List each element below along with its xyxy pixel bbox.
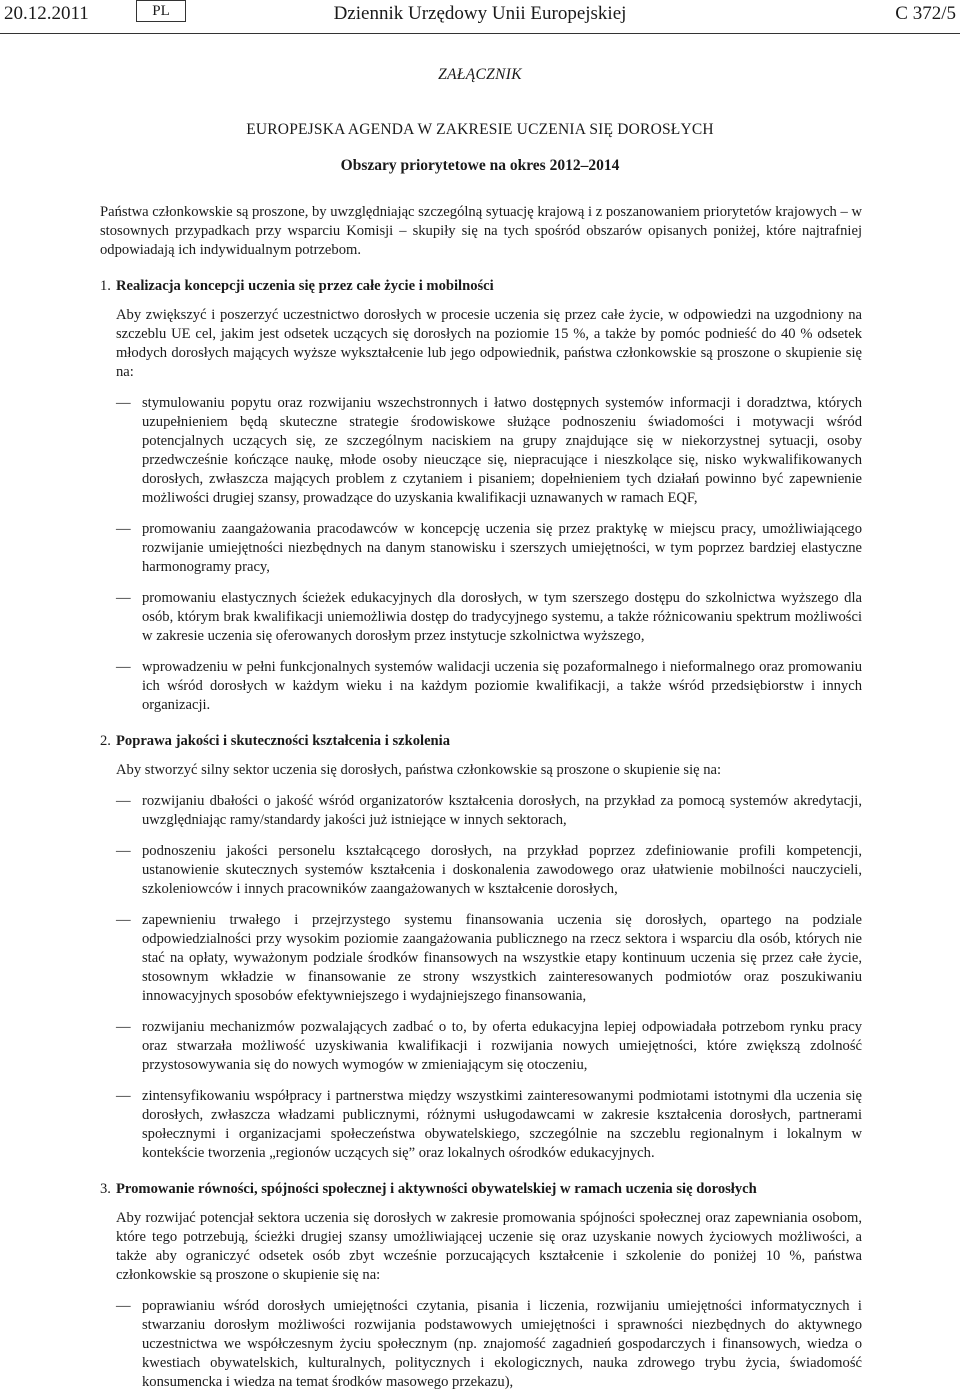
page-reference: C 372/5 bbox=[895, 3, 956, 24]
header-divider bbox=[0, 33, 960, 34]
list-item: — podnoszeniu jakości personelu kształcącego dorosłych, na przykład poprzez zdefiniowanie profili kompetencji, ustanowienie skutecznych systemów kształcenia i doskonalenia zawodowego oraz ułatwienie mobilności nauczycieli, szkoleniowców i innych pracowników zaangażowanych w kształcenie dorosłych, bbox=[116, 842, 862, 899]
section-lead-paragraph: Aby zwiększyć i poszerzyć uczestnictwo dorosłych w procesie uczenia się przez całe życie, w odpowiedzi na uzgodniony na szczeblu UE cel, jakim jest odsetek uczących się dorosłych na poziomie 15 %, a także by pomóc podnieść do 40 % odsetek młodych dorosłych mających wyższe wykształcenie lub jego odpowiednik, państwa członkowskie są proszone o skupienie się na: bbox=[116, 307, 862, 380]
section-lead-paragraph: Aby rozwijać potencjał sektora uczenia się dorosłych w zakresie promowania spójności społecznej oraz zapewniania osobom, które tego potrzebują, ścieżki drugiej szansy umożliwiającej uczenie się oraz uzyskanie nowych życiowych możliwości, a także aby ograniczyć odsetek osób zbyt wcześnie porzucających kształcenie i szkolenie do poniżej 10 %, państwa członkowskie są proszone o skupienie się na: bbox=[116, 1210, 862, 1283]
list-item: — promowaniu elastycznych ścieżek edukacyjnych dla dorosłych, w tym szerszego dostępu do szkolnictwa wyższego dla osób, którym brak kwalifikacji uniemożliwia dostęp do tradycyjnego systemu, a także różnicowaniu spektrum możliwości w zakresie uczenia się oferowanych dorosłym przez instytucje szkolnictwa wyższego, bbox=[116, 589, 862, 646]
annex-heading: ZAŁĄCZNIK bbox=[438, 66, 522, 83]
journal-title: Dziennik Urzędowy Unii Europejskiej bbox=[333, 3, 627, 24]
section-title: Realizacja koncepcji uczenia się przez całe życie i mobilności bbox=[116, 278, 494, 294]
document-subtitle: Obszary priorytetowe na okres 2012–2014 bbox=[340, 157, 620, 174]
list-item: — poprawianiu wśród dorosłych umiejętności czytania, pisania i liczenia, rozwijaniu umiejętności informatycznych i stwarzaniu dorosłym możliwości rozwijania podstawowych umiejętności i sprawności niezbędnych do aktywnego uczestnictwa we współczesnym życiu społecznym (np. znajomość zagadnień gospodarczych i finansowych, wiedza o kwestiach obywatelskich, kulturalnych, politycznych i ekologicznych, nauka zdrowego trybu życia, świadomość konsumencka i wiedza na temat środków masowego przekazu), bbox=[116, 1297, 862, 1392]
document-title: EUROPEJSKA AGENDA W ZAKRESIE UCZENIA SIĘ DOROSŁYCH bbox=[246, 121, 714, 138]
section-heading-2 bbox=[100, 732, 862, 751]
section-number: 1. bbox=[100, 278, 111, 294]
intro-paragraph: Państwa członkowskie są proszone, by uwzględniając szczególną sytuację krajową i z poszanowaniem priorytetów krajowych – w stosownych przypadkach przy wsparciu Komisji – skupiły się na tych spośród obszarów opisanych poniżej, które najtrafniej odpowiadają ich indywidualnym potrzebom. bbox=[100, 204, 862, 258]
language-badge: PL bbox=[136, 0, 186, 22]
section-heading-3 bbox=[100, 1180, 862, 1199]
list-item: — zapewnieniu trwałego i przejrzystego systemu finansowania uczenia się dorosłych, opartego na podziale odpowiedzialności przy wysokim poziomie zaangażowania publicznego na rzecz sektora i wsparciu dla osób, których nie stać na opłaty, wyważonym podziale środków finansowych na wszystkie etapy kontinuum uczenia się przez całe życie, stosownym wkładzie w finansowanie ze strony wszystkich zainteresowanych podmiotów oraz poszukiwaniu innowacyjnych sposobów efektywniejszego i wydajniejszego finansowania, bbox=[116, 911, 862, 1006]
section-title: Promowanie równości, spójności społecznej i aktywności obywatelskiej w ramach uczenia się dorosłych bbox=[116, 1181, 757, 1197]
list-item: — rozwijaniu dbałości o jakość wśród organizatorów kształcenia dorosłych, na przykład za pomocą systemów akredytacji, uwzględniając ramy/standardy jakości już istniejące w innych sektorach, bbox=[116, 792, 862, 830]
list-item: — wprowadzeniu w pełni funkcjonalnych systemów walidacji uczenia się pozaformalnego i nieformalnego oraz promowaniu ich wśród dorosłych w każdym wieku i na każdym poziomie kwalifikacji, a także wśród przedsiębiorstw i innych organizacji. bbox=[116, 658, 862, 715]
section-lead-paragraph: Aby stworzyć silny sektor uczenia się dorosłych, państwa członkowskie są proszone o skupienie się na: bbox=[116, 762, 722, 778]
list-item: — zintensyfikowaniu współpracy i partnerstwa między wszystkimi zainteresowanymi podmiotami istotnymi dla uczenia się dorosłych, zwłaszcza władzami publicznymi, różnymi usługodawcami w zakresie kształcenia dorosłych, partnerami społecznymi i organizacjami społeczeństwa obywatelskiego, szczególnie na szczeblu regionalnym i lokalnym w kontekście tworzenia „regionów uczących się” oraz lokalnych ośrodków edukacyjnych. bbox=[116, 1087, 862, 1163]
section-number: 2. bbox=[100, 733, 111, 749]
document-body bbox=[100, 203, 862, 1392]
section-title: Poprawa jakości i skuteczności kształcenia i szkolenia bbox=[116, 733, 451, 749]
publication-date: 20.12.2011 bbox=[4, 3, 89, 24]
section-heading-1 bbox=[100, 277, 862, 296]
page-header bbox=[0, 0, 960, 36]
section-number: 3. bbox=[100, 1181, 111, 1197]
list-item: — promowaniu zaangażowania pracodawców w koncepcję uczenia się przez praktykę w miejscu pracy, umożliwiającego rozwijanie umiejętności niezbędnych na danym stanowisku i szerszych umiejętności, w tym poprzez bardziej elastyczne harmonogramy pracy, bbox=[116, 520, 862, 577]
list-item: — rozwijaniu mechanizmów pozwalających zadbać o to, by oferta edukacyjna lepiej odpowiadała potrzebom rynku pracy oraz stwarzała możliwość uzyskiwania kwalifikacji i rozwijania nowych umiejętności, które zwiększą zdolność przystosowywania się do nowych wymogów w zmieniającym się otoczeniu, bbox=[116, 1018, 862, 1075]
list-item: — stymulowaniu popytu oraz rozwijaniu wszechstronnych i łatwo dostępnych systemów informacji i doradztwa, których uzupełnieniem będą skuteczne strategie środowiskowe służące podnoszeniu świadomości i motywacji wśród potencjalnych uczących się, ze szczególnym naciskiem na grupy znajdujące się w niekorzystnej sytuacji, osoby przedwcześnie kończące naukę, młode osoby nieuczące się, niepracujące i nieszkolące się, nisko wykwalifikowanych dorosłych, zwłaszcza mających problem z czytaniem i pisaniem; dopełnieniem tych działań powinno być zapewnienie możliwości drugiej szansy, prowadzące do uzyskania kwalifikacji uznawanych w ramach EQF, bbox=[116, 394, 862, 508]
